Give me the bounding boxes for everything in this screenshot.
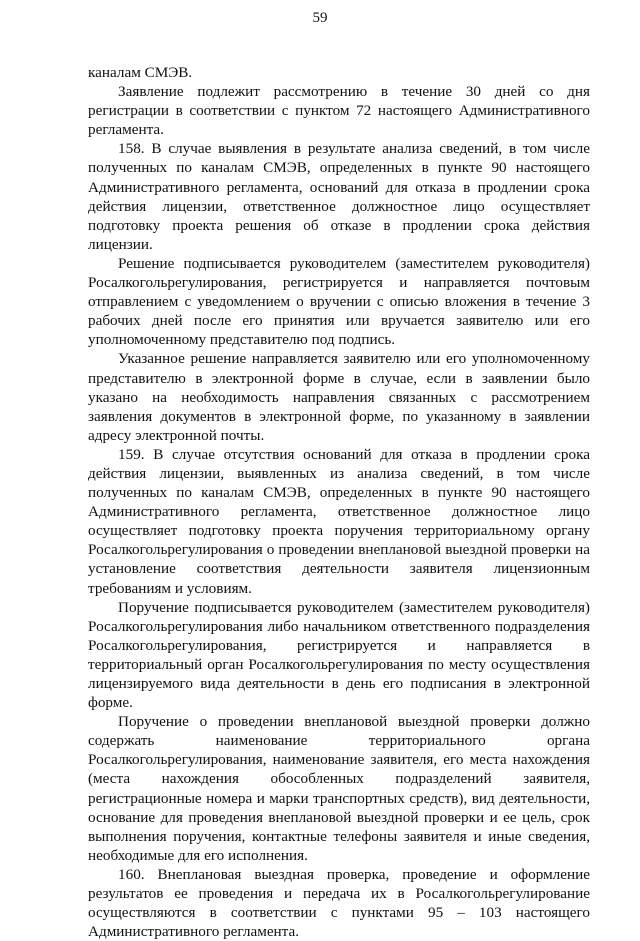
paragraph-continuation: каналам СМЭВ. [88, 64, 193, 81]
paragraph-order-contents: Поручение о проведении внеплановой выездной проверки должно содержать наименование территориального органа Росалкогольрегулирования, наименование заявителя, его места нахождения (места нахождения обособленных подразделений заявителя, регистрационные номера и марки транспортных средств), вид деятельности, основание для проведения внеплановой выездной проверки и ее цель, срок выполнения поручения, контактные телефоны заявителя и иные сведения, необходимые для его исполнения. [88, 713, 590, 864]
page-number: 59 [312, 10, 328, 26]
paragraph-158: 158. В случае выявления в результате анализа сведений, в том числе полученных по каналам СМЭВ, определенных в пункте 90 настоящего Административного регламента, оснований для отказа в продлении срока действия лицензии, ответственное должностное лицо осуществляет подготовку проекта решения об отказе в продлении срока действия лицензии. [88, 140, 590, 253]
paragraph-application-review: Заявление подлежит рассмотрению в течение 30 дней со дня регистрации в соответствии с пунктом 72 настоящего Административного регламента. [88, 83, 590, 139]
paragraph-decision-signing: Решение подписывается руководителем (заместителем руководителя) Росалкогольрегулирования, регистрируется и направляется почтовым отправлением с уведомлением о вручении с описью вложения в течение 3 рабочих дней после его принятия или вручается заявителю или его уполномоченному представителю под подпись. [88, 254, 590, 349]
paragraph-160: 160. Внеплановая выездная проверка, проведение и оформление результатов ее проведения и передача их в Росалкогольрегулирование осуществляются в соответствии с пунктами 95 – 103 настоящего Административного регламента. [88, 865, 590, 941]
paragraph-159: 159. В случае отсутствия оснований для отказа в продлении срока действия лицензии, выявленных из анализа сведений, в том числе полученных по каналам СМЭВ, определенных в пункте 90 настоящего Административного регламента, ответственное должностное лицо осуществляет подготовку проекта поручения территориальному органу Росалкогольрегулирования о проведении внеплановой выездной проверки на установление соответствия деятельности заявителя лицензионным требованиям и условиям. [88, 445, 590, 597]
paragraph-electronic-decision: Указанное решение направляется заявителю или его уполномоченному представителю в электронной форме в случае, если в заявлении было указано на необходимость направления связанных с рассмотрением заявления документов в электронной форме, по указанному в заявлении адресу электронной почты. [88, 350, 590, 444]
paragraph-order-signing: Поручение подписывается руководителем (заместителем руководителя) Росалкогольрегулирования либо начальником ответственного подразделения Росалкогольрегулирования, регистрируется и направляется в территориальный орган Росалкогольрегулирования по месту осуществления лицензируемого вида деятельности в день его подписания в электронной форме. [88, 598, 590, 712]
document-body [88, 63, 590, 941]
